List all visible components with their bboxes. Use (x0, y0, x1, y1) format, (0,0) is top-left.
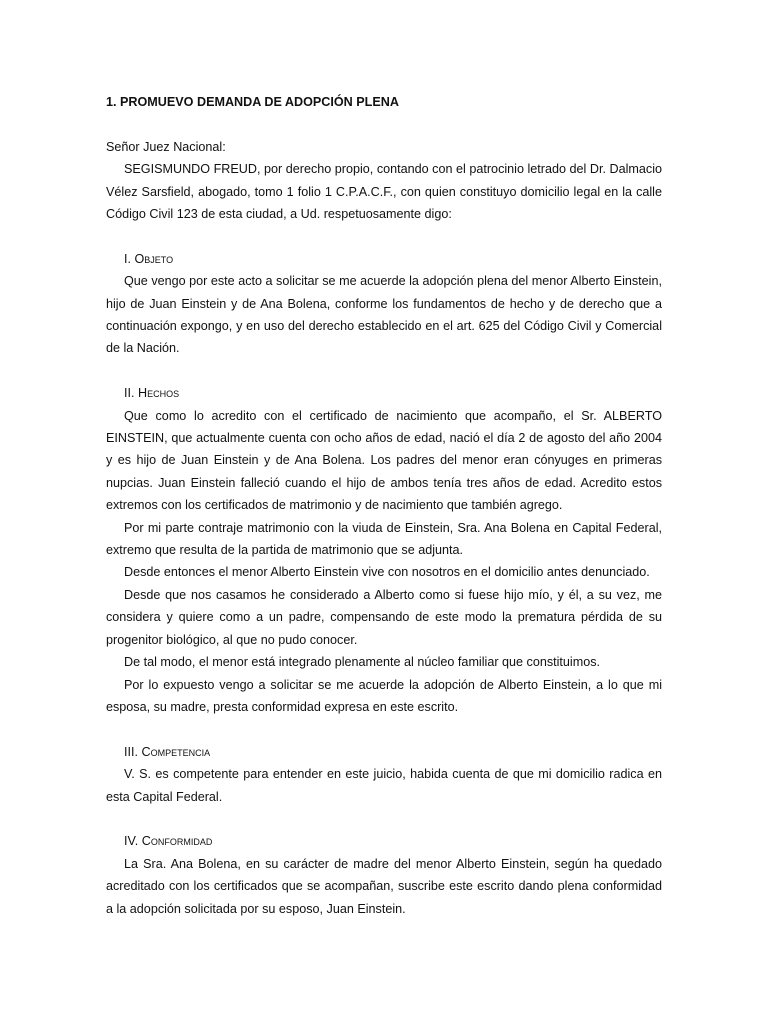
section-paragraph: Desde entonces el menor Alberto Einstein vive con nosotros en el domicilio antes denunciado. (124, 565, 650, 580)
section-objeto (106, 248, 662, 360)
document-title: 1. PROMUEVO DEMANDA DE ADOPCIÓN PLENA (106, 95, 399, 109)
section-heading: IV. Conformidad (124, 834, 213, 849)
section-paragraph: Desde que nos casamos he considerado a Alberto como si fuese hijo mío, y él, a su vez, me considera y quiere como a un padre, compensando de este modo la prematura pérdida de su progenitor biológico, al que no pudo conocer. (106, 587, 662, 647)
section-paragraph: La Sra. Ana Bolena, en su carácter de madre del menor Alberto Einstein, según ha quedado acreditado con los certificados que se acompañan, suscribe este escrito dando plena conformidad a la adopción solicitada por su esposo, Juan Einstein. (106, 856, 662, 916)
section-paragraph: Por lo expuesto vengo a solicitar se me acuerde la adopción de Alberto Einstein, a lo que mi esposa, su madre, presta conformidad expresa en este escrito. (106, 677, 662, 714)
section-competencia (106, 741, 662, 808)
salutation: Señor Juez Nacional: (106, 139, 226, 154)
section-paragraph: Por mi parte contraje matrimonio con la viuda de Einstein, Sra. Ana Bolena en Capital Federal, extremo que resulta de la partida de matrimonio que se adjunta. (106, 520, 662, 558)
section-heading: I. Objeto (124, 251, 174, 266)
section-hechos (106, 382, 662, 718)
section-paragraph: De tal modo, el menor está integrado plenamente al núcleo familiar que constituimos. (124, 655, 601, 670)
section-conformidad (106, 830, 662, 920)
section-paragraph: Que vengo por este acto a solicitar se me acuerde la adopción plena del menor Alberto Einstein, hijo de Juan Einstein y de Ana Bolena, conforme los fundamentos de hecho y de derecho que a continuación expongo, y en uso del derecho establecido en el art. 625 del Código Civil y Comercial de la Nación. (106, 274, 662, 356)
section-paragraph: Que como lo acredito con el certificado de nacimiento que acompaño, el Sr. ALBERTO EINSTEIN, que actualmente cuenta con ocho años de edad, nació el día 2 de agosto del año 2004 y es hijo de Juan Einstein y de Ana Bolena. Los padres del menor eran cónyuges en primeras nupcias. Juan Einstein falleció cuando el hijo de ambos tenía tres años de edad. Acredito estos extremos con los certificados de matrimonio y de nacimiento que también agrego. (106, 408, 662, 513)
section-heading: II. Hechos (124, 386, 180, 401)
section-heading: III. Competencia (124, 744, 211, 759)
intro-paragraph: SEGISMUNDO FREUD, por derecho propio, contando con el patrocinio letrado del Dr. Dalmacio Vélez Sarsfield, abogado, tomo 1 folio 1 C.P.A.C.F., con quien constituyo domicilio legal en la calle Código Civil 123 de esta ciudad, a Ud. respetuosamente digo: (106, 162, 662, 222)
section-paragraph: V. S. es competente para entender en este juicio, habida cuenta de que mi domicilio radica en esta Capital Federal. (106, 767, 662, 804)
